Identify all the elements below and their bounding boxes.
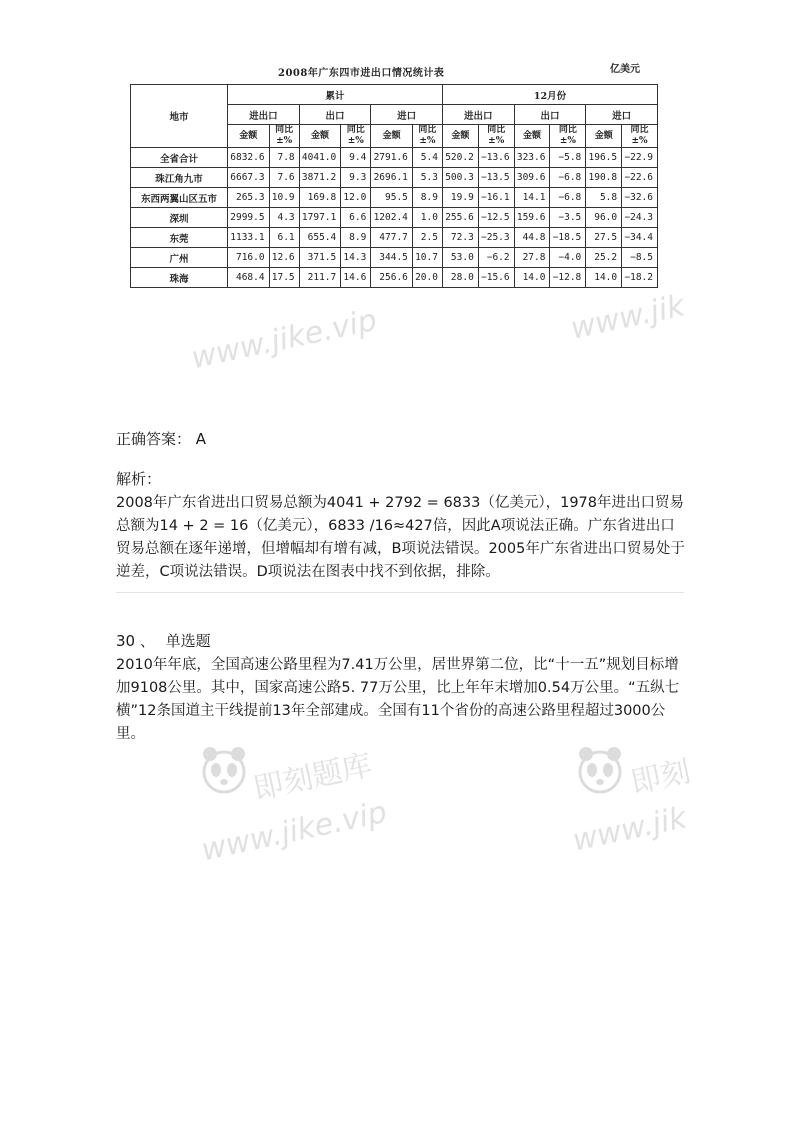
value-cell: 4.3 (269, 208, 299, 228)
value-cell: 211.7 (299, 268, 341, 288)
value-cell: 10.7 (412, 248, 442, 268)
value-cell: 20.0 (412, 268, 442, 288)
header-yoy-line1: 同比 (487, 125, 506, 135)
value-cell: 14.1 (514, 188, 550, 208)
value-cell: 4041.0 (299, 148, 341, 168)
region-cell: 东莞 (131, 228, 228, 248)
table-row (131, 268, 658, 288)
value-cell: 2999.5 (228, 208, 270, 228)
header-yoy-line2: ±% (419, 136, 436, 146)
value-cell: 5.4 (412, 148, 442, 168)
value-cell: 28.0 (442, 268, 478, 288)
question-type: 单选题 (165, 632, 211, 650)
value-cell: −12.5 (478, 208, 514, 228)
statistics-table-image (128, 58, 660, 308)
value-cell: 2791.6 (371, 148, 413, 168)
header-yoy-line1: 同比 (275, 125, 294, 135)
header-yoy (412, 125, 442, 148)
header-yoy-line2: ±% (559, 136, 576, 146)
value-cell: 17.5 (269, 268, 299, 288)
value-cell: 6832.6 (228, 148, 270, 168)
value-cell: −6.8 (550, 168, 586, 188)
value-cell: −25.3 (478, 228, 514, 248)
value-cell: 169.8 (299, 188, 341, 208)
table-row (131, 208, 658, 228)
watermark-url: www.jike.vip (198, 794, 390, 869)
value-cell: −6.8 (550, 188, 586, 208)
header-amount: 金额 (514, 125, 550, 148)
header-yoy (550, 125, 586, 148)
table-row (131, 168, 658, 188)
region-cell: 广州 (131, 248, 228, 268)
header-yoy (341, 125, 371, 148)
header-yoy-line1: 同比 (418, 125, 437, 135)
value-cell: 190.8 (586, 168, 622, 188)
section-divider (116, 592, 684, 593)
header-export: 出口 (514, 105, 586, 125)
value-cell: 10.9 (269, 188, 299, 208)
value-cell: 53.0 (442, 248, 478, 268)
header-import: 进口 (586, 105, 658, 125)
value-cell: 9.3 (341, 168, 371, 188)
answer-value: A (195, 430, 207, 448)
value-cell: 655.4 (299, 228, 341, 248)
header-yoy-line1: 同比 (558, 125, 577, 135)
watermark-url-partial: www.jik (569, 800, 690, 859)
value-cell: 477.7 (371, 228, 413, 248)
value-cell: 12.0 (341, 188, 371, 208)
value-cell: 14.6 (341, 268, 371, 288)
region-cell: 珠海 (131, 268, 228, 288)
header-amount: 金额 (299, 125, 341, 148)
value-cell: 12.6 (269, 248, 299, 268)
value-cell: −13.5 (478, 168, 514, 188)
value-cell: 1.0 (412, 208, 442, 228)
value-cell: 44.8 (514, 228, 550, 248)
header-amount: 金额 (586, 125, 622, 148)
value-cell: 8.9 (412, 188, 442, 208)
value-cell: 19.9 (442, 188, 478, 208)
value-cell: 6667.3 (228, 168, 270, 188)
value-cell: 2.5 (412, 228, 442, 248)
value-cell: 323.6 (514, 148, 550, 168)
value-cell: 265.3 (228, 188, 270, 208)
header-yoy-line2: ±% (488, 136, 505, 146)
region-cell: 珠江角九市 (131, 168, 228, 188)
value-cell: −15.6 (478, 268, 514, 288)
answer-line (116, 428, 206, 449)
value-cell: 5.8 (586, 188, 622, 208)
header-yoy-line1: 同比 (346, 125, 365, 135)
value-cell: 14.0 (514, 268, 550, 288)
header-yoy (622, 125, 658, 148)
value-cell: 6.6 (341, 208, 371, 228)
header-import: 进口 (371, 105, 443, 125)
header-yoy-line2: ±% (276, 136, 293, 146)
value-cell: −32.6 (622, 188, 658, 208)
header-cumulative: 累计 (228, 85, 443, 105)
watermark-url-partial: www.jik (567, 288, 688, 347)
question-number: 30 、 (116, 632, 155, 650)
watermark-brand-partial: 即刻 (627, 754, 694, 801)
header-amount: 金额 (371, 125, 413, 148)
value-cell: −8.5 (622, 248, 658, 268)
header-yoy-line2: ±% (347, 136, 364, 146)
header-imp-exp: 进出口 (442, 105, 514, 125)
answer-label: 正确答案： (116, 430, 192, 448)
value-cell: −16.1 (478, 188, 514, 208)
value-cell: 14.3 (341, 248, 371, 268)
value-cell: 196.5 (586, 148, 622, 168)
analysis-text: 2008年广东省进出口贸易总额为4041 + 2792 = 6833（亿美元），1978年进出口贸易总额为14 + 2 = 16（亿美元），6833 /16≈427倍，因此A项说法正确。广东省进出口贸易总额在逐年递增，但增幅却有增有减，B项说法错误。2005年广东省进出口贸易处于逆差，C项说法错误。D项说法在图表中找不到依据，排除。 (116, 495, 685, 580)
value-cell: 716.0 (228, 248, 270, 268)
value-cell: −18.2 (622, 268, 658, 288)
value-cell: 8.9 (341, 228, 371, 248)
value-cell: 1202.4 (371, 208, 413, 228)
value-cell: 468.4 (228, 268, 270, 288)
region-cell: 全省合计 (131, 148, 228, 168)
table-row (131, 228, 658, 248)
header-yoy (478, 125, 514, 148)
table-row (131, 248, 658, 268)
value-cell: 6.1 (269, 228, 299, 248)
watermark-url: www.jike.vip (188, 302, 380, 377)
value-cell: −34.4 (622, 228, 658, 248)
value-cell: 27.8 (514, 248, 550, 268)
table-body (131, 148, 658, 288)
value-cell: 371.5 (299, 248, 341, 268)
statistics-table (130, 84, 658, 288)
value-cell: −6.2 (478, 248, 514, 268)
header-export: 出口 (299, 105, 371, 125)
panda-logo-icon (196, 742, 252, 798)
header-yoy (269, 125, 299, 148)
value-cell: 159.6 (514, 208, 550, 228)
value-cell: 344.5 (371, 248, 413, 268)
header-imp-exp: 进出口 (228, 105, 300, 125)
value-cell: 9.4 (341, 148, 371, 168)
value-cell: 500.3 (442, 168, 478, 188)
header-yoy-line2: ±% (631, 136, 648, 146)
region-cell: 东西两翼山区五市 (131, 188, 228, 208)
region-cell: 深圳 (131, 208, 228, 228)
value-cell: 96.0 (586, 208, 622, 228)
value-cell: 95.5 (371, 188, 413, 208)
table-unit: 亿美元 (610, 64, 640, 75)
value-cell: 3871.2 (299, 168, 341, 188)
value-cell: 72.3 (442, 228, 478, 248)
value-cell: 27.5 (586, 228, 622, 248)
value-cell: 520.2 (442, 148, 478, 168)
value-cell: 5.3 (412, 168, 442, 188)
value-cell: −3.5 (550, 208, 586, 228)
value-cell: −13.6 (478, 148, 514, 168)
table-row (131, 148, 658, 168)
value-cell: 7.6 (269, 168, 299, 188)
question-header (116, 630, 211, 651)
table-row (131, 188, 658, 208)
analysis-title: 解析： (116, 470, 162, 488)
table-title: 2008年广东四市进出口情况统计表 (278, 68, 445, 79)
value-cell: −22.9 (622, 148, 658, 168)
value-cell: −18.5 (550, 228, 586, 248)
value-cell: −22.6 (622, 168, 658, 188)
value-cell: 309.6 (514, 168, 550, 188)
header-amount: 金额 (228, 125, 270, 148)
value-cell: −5.8 (550, 148, 586, 168)
value-cell: −24.3 (622, 208, 658, 228)
value-cell: −4.0 (550, 248, 586, 268)
value-cell: 1133.1 (228, 228, 270, 248)
value-cell: 255.6 (442, 208, 478, 228)
header-region: 地市 (131, 85, 228, 148)
header-yoy-line1: 同比 (630, 125, 649, 135)
header-december: 12月份 (442, 85, 657, 105)
value-cell: 7.8 (269, 148, 299, 168)
question-text: 2010年年底，全国高速公路里程为7.41万公里，居世界第二位，比“十一五”规划目标增加9108公里。其中，国家高速公路5. 77万公里，比上年年末增加0.54万公里。“五纵七横”12条国道主干线提前13年全部建成。全国有11个省份的高速公路里程超过3000公里。 (116, 657, 680, 742)
panda-logo-icon (572, 742, 628, 798)
value-cell: 256.6 (371, 268, 413, 288)
value-cell: −12.8 (550, 268, 586, 288)
value-cell: 25.2 (586, 248, 622, 268)
value-cell: 2696.1 (371, 168, 413, 188)
value-cell: 14.0 (586, 268, 622, 288)
header-amount: 金额 (442, 125, 478, 148)
watermark-brand: 即刻题库 (250, 747, 376, 808)
value-cell: 1797.1 (299, 208, 341, 228)
